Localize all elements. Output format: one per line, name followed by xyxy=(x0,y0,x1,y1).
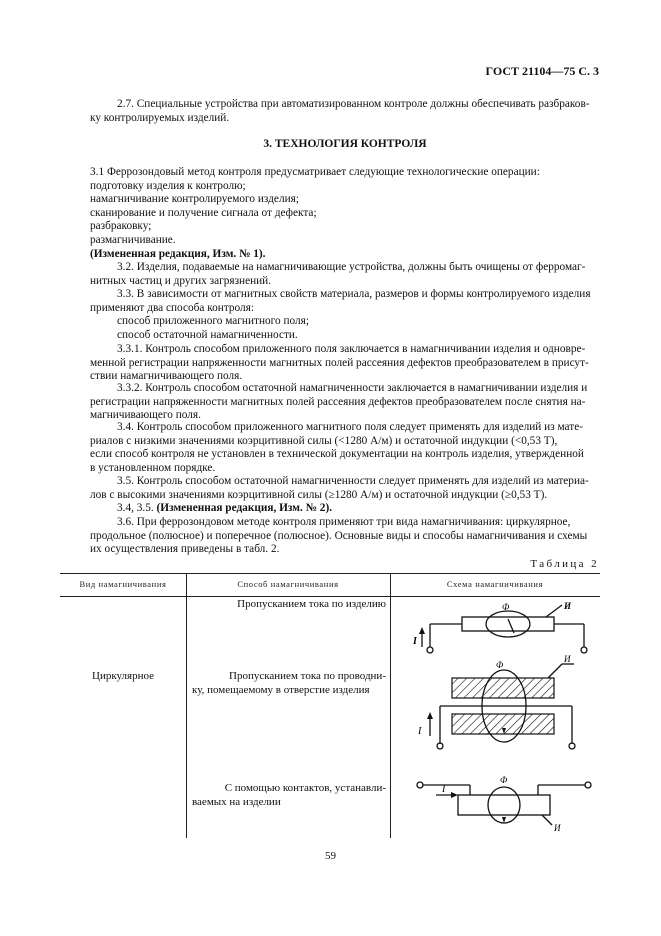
header-kind: Вид намагничивания xyxy=(79,579,167,589)
text-line: 3.3. В зависимости от магнитных свойств материала, размеров и формы контролируемого изделия xyxy=(117,288,591,300)
item-wall-top xyxy=(452,678,554,698)
flux-arrow-head xyxy=(502,817,506,823)
text-line: в установленном порядке. xyxy=(90,461,216,474)
current-arrow-head xyxy=(451,792,458,798)
flux-label: Ф xyxy=(500,775,508,785)
text-line: ку, помещаемому в отверстие изделия xyxy=(192,683,370,696)
scheme-contacts-on-item xyxy=(410,773,600,833)
table-divider xyxy=(186,573,187,838)
flux-label: Ф xyxy=(496,660,504,670)
header-scheme: Схема намагничивания xyxy=(446,579,544,589)
text-line: Пропусканием тока по проводни- xyxy=(229,670,386,682)
text-line: ствии намагничивающего поля. xyxy=(90,370,243,383)
table-2 xyxy=(60,573,600,838)
item-pointer xyxy=(546,605,562,617)
item-label: И xyxy=(554,823,561,833)
terminal xyxy=(581,647,587,653)
current-label: I xyxy=(413,636,417,647)
item-pointer xyxy=(548,664,562,678)
text-line: размагничивание. xyxy=(90,233,176,246)
text-line: 3.4. Контроль способом приложенного магнитного поля следует применять для изделий из мате- xyxy=(117,421,583,433)
section-title: 3. ТЕХНОЛОГИЯ КОНТРОЛЯ xyxy=(263,138,427,150)
paragraph-3-6 xyxy=(90,516,600,557)
text-line: 3.5. Контроль способом остаточной намагниченности следует применять для изделий из материа- xyxy=(117,475,589,487)
magnetization-kind: Циркулярное xyxy=(92,670,154,682)
paragraph-3-2 xyxy=(90,261,600,288)
text-line: 3.6. При феррозондовом методе контроля применяют три вида намагничивания: циркулярное, xyxy=(117,516,571,528)
text-line: Пропусканием тока по изделию xyxy=(237,598,386,610)
item-rectangle xyxy=(458,795,550,815)
paragraph-3-4 xyxy=(90,421,600,475)
method-1 xyxy=(192,598,386,612)
revision-note: (Измененная редакция, Изм. № 2). xyxy=(156,502,333,515)
text-line: 2.7. Специальные устройства при автоматизированном контроле должны обеспечивать разбраков- xyxy=(117,98,590,110)
table-rule-header xyxy=(60,596,600,597)
text-line: 3.1 Феррозондовый метод контроля предусматривает следующие технологические операции: xyxy=(90,166,540,178)
text-line: разбраковку; xyxy=(90,220,152,233)
current-label: I xyxy=(442,784,446,795)
text-line: способ приложенного магнитного поля; xyxy=(117,315,309,328)
text-line: сканирование и получение сигнала от дефекта; xyxy=(90,206,317,219)
paragraph-3-3-2 xyxy=(90,382,600,423)
paragraph-2-7 xyxy=(90,98,600,125)
revision-note: (Измененная редакция, Изм. № 1). xyxy=(90,247,266,260)
text-line: риалов с низкими значениями коэрцитивной силы (<1280 А/м) и остаточной индукции (<0,53 Т), xyxy=(90,434,558,447)
paragraph-3-3 xyxy=(90,288,600,342)
table-rule-top xyxy=(60,573,600,574)
item-label: И xyxy=(564,601,572,611)
scheme-current-through-conductor xyxy=(410,654,600,750)
current-arrow-head xyxy=(427,712,433,719)
current-label: I xyxy=(418,726,422,737)
text-line: 3.3.2. Контроль способом остаточной намагниченности заключается в намагничивании изделия и xyxy=(117,382,588,394)
table-divider xyxy=(390,573,391,838)
terminal xyxy=(585,782,591,788)
text-line: 3.2. Изделия, подаваемые на намагничивающие устройства, должны быть очищены от ферромаг- xyxy=(117,261,586,273)
text-line: С помощью контактов, устанавли- xyxy=(224,782,386,794)
text-line: намагничивание контролируемого изделия; xyxy=(90,193,299,206)
text-line: применяют два способа контроля: xyxy=(90,301,255,314)
method-2 xyxy=(192,670,386,697)
current-arrow-head xyxy=(419,627,425,634)
terminal xyxy=(417,782,423,788)
flux-label: Ф xyxy=(502,602,510,612)
item-label: И xyxy=(564,654,571,664)
paragraph-3-1 xyxy=(90,166,600,261)
text-line: лов с высокими значениями коэрцитивной силы (≥1280 А/м) и остаточной индукции (≥0,53 Т). xyxy=(90,488,548,501)
flux-loop xyxy=(486,611,530,637)
item-pointer xyxy=(542,815,552,825)
text-line: 3.3.1. Контроль способом приложенного поля заключается в намагничивании изделия и одновре- xyxy=(117,343,586,355)
revision-line xyxy=(90,502,600,516)
text-line: нитных частиц и других загрязнений. xyxy=(90,274,272,287)
text-line: их осуществления приведены в табл. 2. xyxy=(90,543,280,556)
text-line: магничивающего поля. xyxy=(90,409,201,422)
scheme-current-through-item xyxy=(413,601,602,663)
text-line: ваемых на изделии xyxy=(192,795,281,808)
text-line: ку контролируемых изделий. xyxy=(90,111,230,124)
paragraph-3-3-1 xyxy=(90,343,600,384)
terminal xyxy=(427,647,433,653)
revision-prefix: 3.4, 3.5. xyxy=(117,502,157,515)
page-header: ГОСТ 21104—75 С. 3 xyxy=(485,64,599,78)
page-number: 59 xyxy=(325,850,336,862)
header-method: Способ намагничивания xyxy=(237,579,339,589)
text-line: подготовку изделия к контролю; xyxy=(90,179,246,192)
paragraph-3-5 xyxy=(90,475,600,516)
method-3 xyxy=(192,782,386,809)
table-label: Таблица 2 xyxy=(530,558,599,570)
text-line: менной регистрации напряженности магнитных полей рассеяния дефектов преобразователем в присут- xyxy=(90,356,589,369)
text-line: способ остаточной намагниченности. xyxy=(117,328,298,341)
text-line: продольное (полюсное) и поперечное (полюсное). Основные виды и способы намагничивания и схемы xyxy=(90,529,588,542)
text-line: регистрации напряженности магнитных полей рассеяния дефектов преобразователем после снятия на- xyxy=(90,395,586,408)
text-line: если способ контроля не установлен в технической документации на контроль изделия, утвержденной xyxy=(90,448,584,461)
